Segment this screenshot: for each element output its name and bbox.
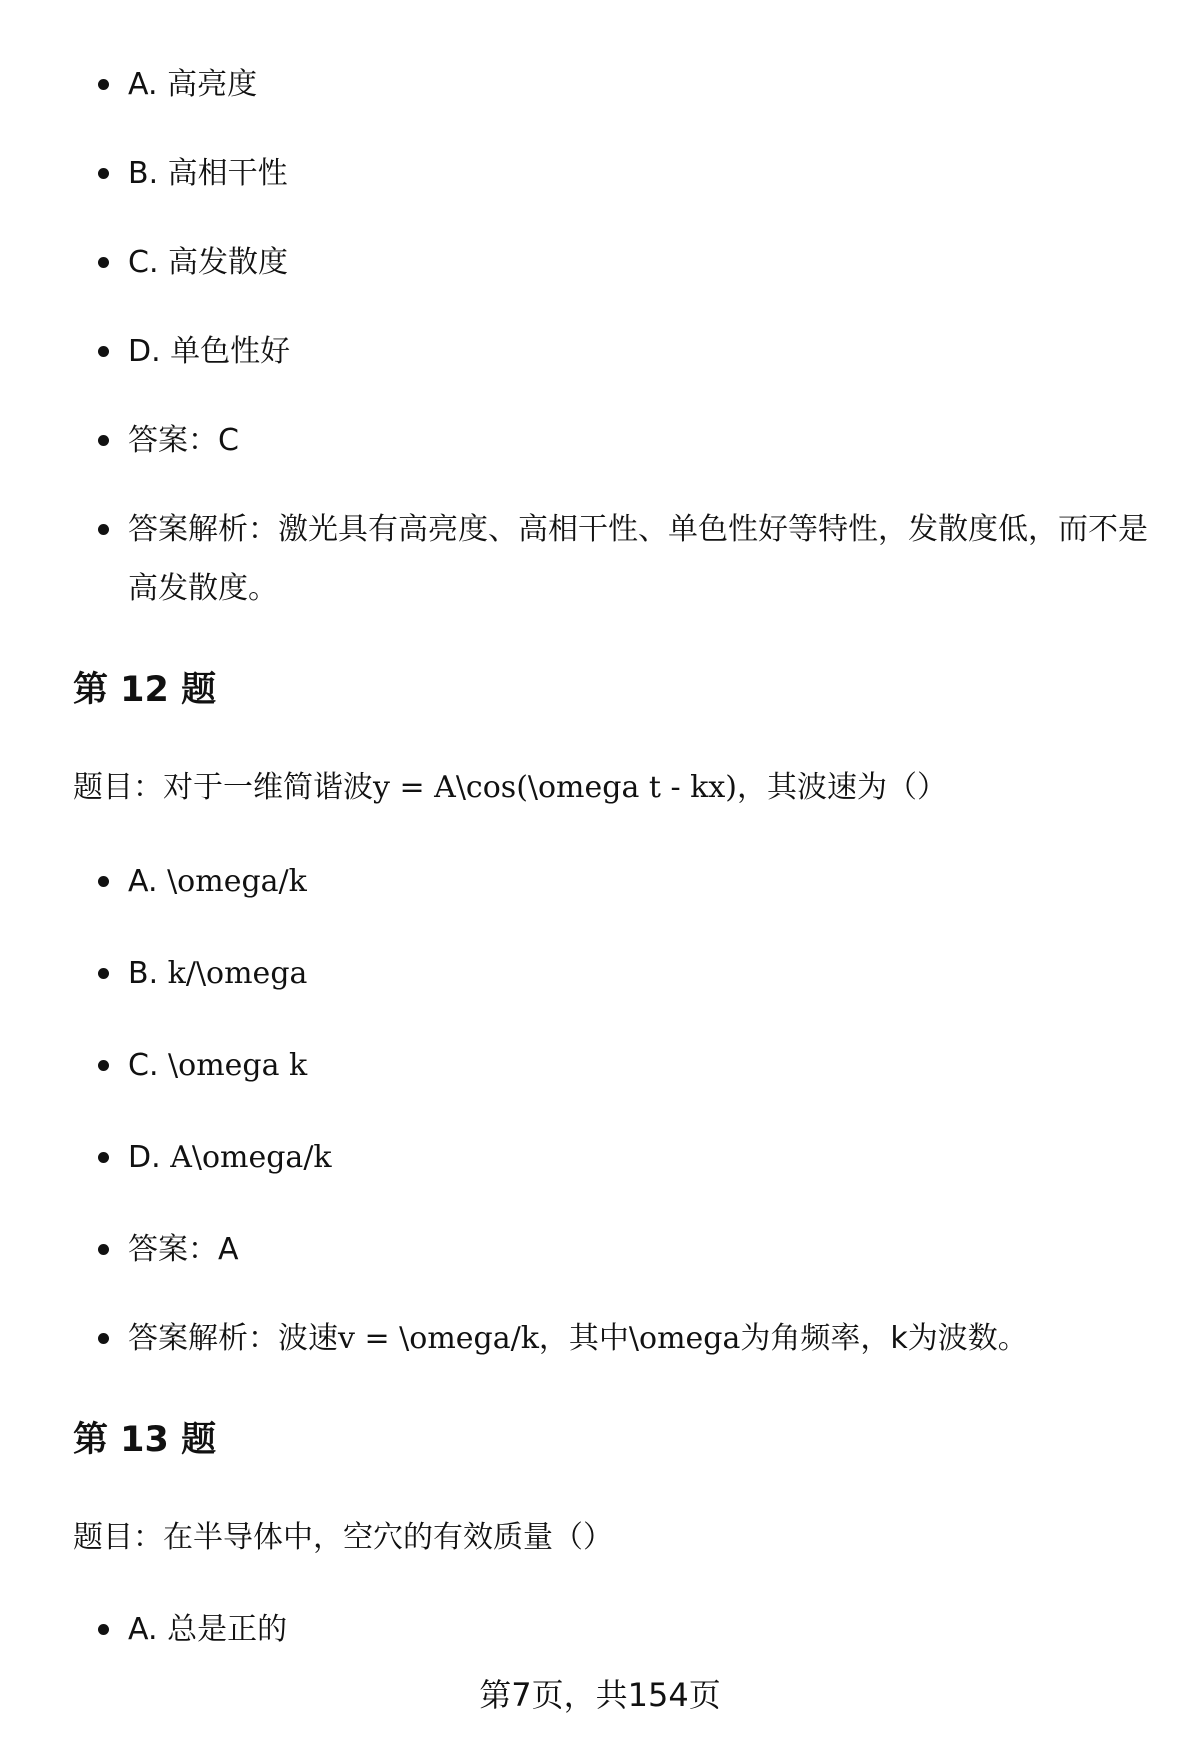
- q12-option-b-label: B.: [128, 956, 168, 991]
- q12-stem-formula: y = A\cos(\omega t - kx): [373, 770, 737, 805]
- q12-option-c-label: C.: [128, 1048, 169, 1083]
- q12-stem-suffix: ，其波速为（）: [736, 770, 947, 805]
- q11-answer: 答案：C: [128, 411, 1148, 470]
- q12-explanation-mid: ，其中: [538, 1321, 629, 1356]
- q12-option-d: [128, 1128, 1148, 1187]
- q13-stem: 题目：在半导体中，空穴的有效质量（）: [73, 1520, 613, 1555]
- q12-option-c-formula: \omega k: [168, 1048, 308, 1083]
- q12-option-b: [128, 944, 1148, 1003]
- q12-option-a: [128, 852, 1148, 911]
- q11-option-a: A. 高亮度: [128, 55, 1148, 114]
- q12-option-c: [128, 1036, 1148, 1095]
- q12-answer: 答案：A: [128, 1220, 1148, 1279]
- q12-option-b-formula: k/\omega: [167, 956, 308, 991]
- q12-explanation-omega: \omega: [628, 1321, 741, 1356]
- q12-option-d-formula: A\omega/k: [170, 1140, 332, 1175]
- q12-stem: [73, 766, 947, 810]
- q12-option-d-label: D.: [128, 1140, 171, 1175]
- q12-option-a-formula: \omega/k: [167, 864, 307, 899]
- q12-explanation-suffix: 为角频率，k为波数。: [740, 1321, 1028, 1356]
- q12-option-a-label: A.: [128, 864, 168, 899]
- q12-stem-prefix: 题目：对于一维简谐波: [73, 770, 373, 805]
- q11-explanation: 答案解析：激光具有高亮度、高相干性、单色性好等特性，发散度低，而不是高发散度。: [128, 500, 1148, 618]
- q13-heading: 第 13 题: [73, 1420, 217, 1460]
- q12-explanation-prefix: 答案解析：波速: [128, 1321, 338, 1356]
- q12-explanation: [128, 1309, 1148, 1368]
- q11-option-c: C. 高发散度: [128, 233, 1148, 292]
- page-footer: 第7页，共154页: [479, 1676, 721, 1714]
- q11-option-d: D. 单色性好: [128, 322, 1148, 381]
- q12-explanation-formula: v = \omega/k: [338, 1321, 539, 1356]
- q11-option-b: B. 高相干性: [128, 144, 1148, 203]
- q12-heading: 第 12 题: [73, 670, 217, 710]
- q13-option-a: A. 总是正的: [128, 1600, 1148, 1659]
